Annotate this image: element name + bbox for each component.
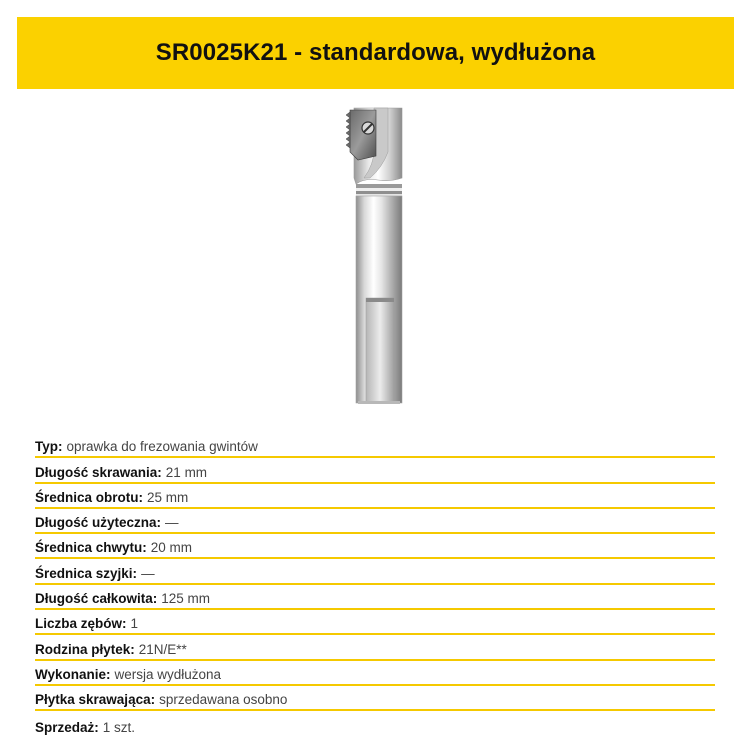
spec-value: — [141, 565, 155, 581]
thread-milling-tool-holder-icon [330, 98, 420, 410]
spec-value: 125 mm [161, 591, 211, 607]
spec-row-usable-length [35, 511, 715, 534]
spec-label: Typ: [35, 439, 63, 455]
spec-value: wersja wydłużona [114, 666, 222, 682]
page-title: SR0025K21 - standardowa, wydłużona [155, 39, 596, 66]
spec-value: 25 mm [147, 489, 189, 505]
spec-row-neck-diameter [35, 561, 715, 584]
spec-row-version [35, 663, 715, 686]
spec-list [35, 435, 715, 739]
spec-label: Sprzedaż: [35, 719, 99, 735]
spec-row-type [35, 435, 715, 458]
spec-value: 1 [130, 616, 139, 632]
spec-value: 21 mm [165, 464, 208, 480]
spec-label: Wykonanie: [35, 666, 111, 682]
product-image [330, 98, 420, 410]
spec-value: 1 szt. [102, 719, 136, 735]
spec-label: Długość skrawania: [35, 464, 162, 480]
spec-label: Liczba zębów: [35, 616, 127, 632]
spec-value: sprzedawana osobno [159, 692, 288, 708]
spec-row-shank-diameter [35, 536, 715, 559]
spec-row-cutting-insert [35, 688, 715, 711]
title-banner [17, 17, 734, 89]
spec-row-cutting-length [35, 460, 715, 483]
spec-value: oprawka do frezowania gwintów [66, 439, 258, 455]
spec-label: Rodzina płytek: [35, 641, 135, 657]
spec-row-total-length [35, 587, 715, 610]
spec-label: Długość całkowita: [35, 591, 158, 607]
spec-value: 20 mm [150, 540, 193, 556]
spec-label: Długość użyteczna: [35, 515, 162, 531]
spec-row-cutting-diameter [35, 486, 715, 509]
spec-value: 21N/E** [138, 641, 187, 657]
spec-row-sale-unit [35, 713, 715, 736]
spec-label: Średnica chwytu: [35, 540, 147, 556]
spec-label: Średnica szyjki: [35, 565, 138, 581]
spec-row-teeth-count [35, 612, 715, 635]
spec-label: Średnica obrotu: [35, 489, 144, 505]
spec-label: Płytka skrawająca: [35, 692, 156, 708]
spec-value: — [165, 515, 179, 531]
spec-row-insert-family [35, 637, 715, 660]
